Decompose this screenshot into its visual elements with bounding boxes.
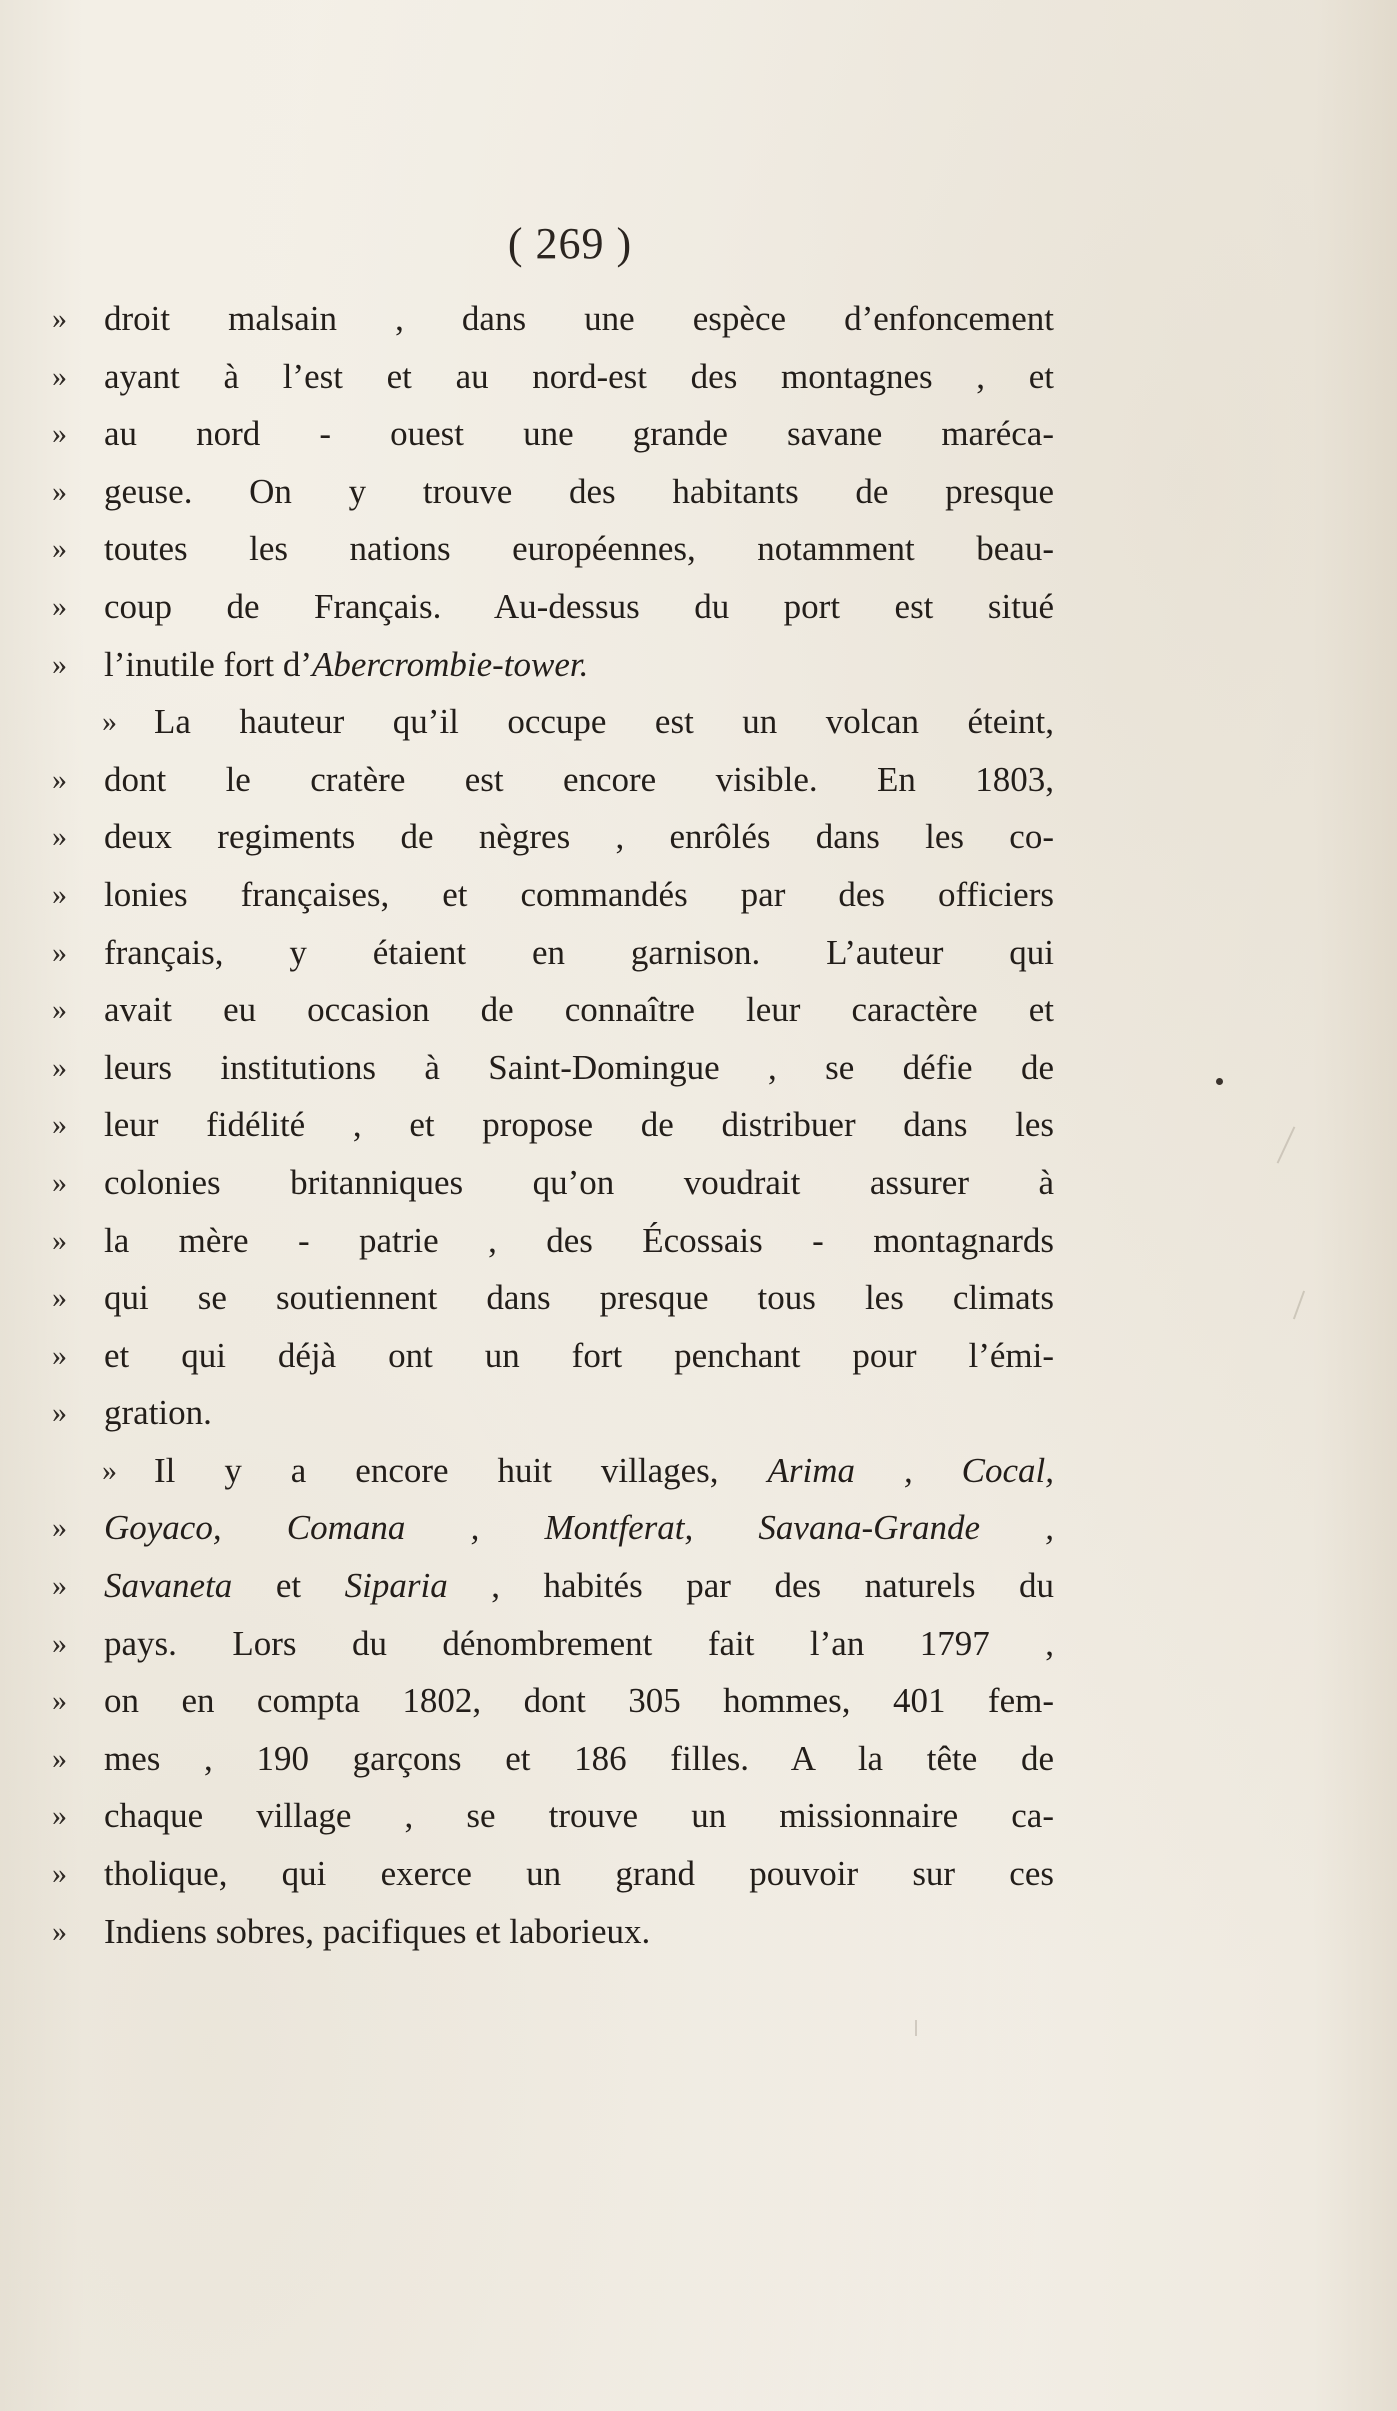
quote-mark: »: [52, 359, 67, 393]
body-text: [52, 290, 1055, 1960]
line-text: [104, 1039, 1054, 1097]
text-line: [52, 578, 1054, 636]
line-text: [104, 1212, 1054, 1270]
text-line: [52, 808, 1054, 866]
line-text: [104, 981, 1054, 1039]
plain-text: on en compta 1802, dont 305 hommes, 401 fem-: [104, 1681, 1054, 1721]
line-text: [104, 405, 1054, 463]
plain-text: gration.: [104, 1393, 212, 1433]
line-text: [104, 751, 1054, 809]
line-text: [104, 1096, 1054, 1154]
quote-mark: »: [52, 820, 67, 854]
quote-mark: »: [52, 1050, 67, 1084]
quote-mark: »: [52, 1684, 67, 1718]
page-number: ( 269 ): [507, 219, 633, 268]
line-text: [154, 693, 1054, 751]
paper-mark: [1293, 1291, 1305, 1320]
text-line: [52, 1442, 1055, 1500]
plain-text: deux regiments de nègres , enrôlés dans les co-: [104, 817, 1054, 857]
paper-mark: [915, 2020, 917, 2036]
line-text: [154, 1442, 1054, 1500]
text-line: [52, 290, 1054, 348]
italic-text: Abercrombie-tower.: [312, 644, 589, 684]
line-text: [104, 1903, 1054, 1961]
quote-mark: »: [52, 935, 67, 969]
plain-text: pays. Lors du dénombrement fait l’an 1797 ,: [104, 1623, 1054, 1663]
quote-mark: »: [52, 1569, 67, 1603]
plain-text: Il y a encore huit villages,: [154, 1450, 768, 1490]
quote-mark: »: [52, 993, 67, 1027]
plain-text: , habités par des naturels du: [447, 1566, 1054, 1606]
line-text: [104, 1557, 1054, 1615]
text-line: [52, 1096, 1054, 1154]
plain-text: La hauteur qu’il occupe est un volcan éteint,: [154, 702, 1054, 742]
plain-text: qui se soutiennent dans presque tous les climats: [104, 1278, 1054, 1318]
text-line: [52, 1327, 1054, 1385]
line-text: [104, 1384, 1054, 1442]
line-text: [104, 290, 1054, 348]
plain-text: la mère - patrie , des Écossais - montagnards: [104, 1220, 1054, 1260]
line-text: [104, 1327, 1054, 1385]
plain-text: leurs institutions à Saint-Domingue , se défie de: [104, 1047, 1054, 1087]
quote-mark: »: [52, 647, 67, 681]
text-line: [52, 1615, 1054, 1673]
quote-mark: »: [52, 762, 67, 796]
plain-text: au nord - ouest une grande savane maréca-: [104, 414, 1054, 454]
plain-text: lonies françaises, et commandés par des officiers: [104, 874, 1054, 914]
text-line: [52, 1903, 1012, 1961]
quote-mark: »: [102, 705, 117, 739]
plain-text: dont le cratère est encore visible. En 1803,: [104, 759, 1054, 799]
quote-mark: »: [52, 1281, 67, 1315]
text-line: [52, 981, 1054, 1039]
quote-mark: »: [52, 1511, 67, 1545]
text-line: [52, 751, 1054, 809]
text-line: [52, 636, 1012, 694]
text-line: [52, 1384, 1012, 1442]
ink-speck: [1216, 1078, 1223, 1085]
quote-mark: »: [52, 1857, 67, 1891]
plain-text: chaque village , se trouve un missionnaire ca-: [104, 1796, 1054, 1836]
quote-mark: »: [52, 1165, 67, 1199]
plain-text: français, y étaient en garnison. L’auteur qui: [104, 932, 1054, 972]
line-text: [104, 808, 1054, 866]
paper-mark: [1277, 1126, 1296, 1163]
italic-text: Siparia: [344, 1566, 448, 1606]
line-text: [104, 1615, 1054, 1673]
line-text: [104, 463, 1054, 521]
text-line: [52, 1730, 1054, 1788]
plain-text: geuse. On y trouve des habitants de presque: [104, 471, 1054, 511]
italic-text: Savaneta: [104, 1566, 233, 1606]
text-line: [52, 1557, 1054, 1615]
text-line: [52, 866, 1054, 924]
plain-text: ayant à l’est et au nord-est des montagnes , et: [104, 356, 1054, 396]
line-text: [104, 1730, 1054, 1788]
line-text: [104, 1787, 1054, 1845]
quote-mark: »: [52, 1626, 67, 1660]
quote-mark: »: [52, 1741, 67, 1775]
line-text: [104, 1672, 1054, 1730]
line-text: [104, 348, 1054, 406]
quote-mark: »: [52, 302, 67, 335]
text-line: [52, 348, 1054, 406]
plain-text: et qui déjà ont un fort penchant pour l’émi-: [104, 1335, 1054, 1375]
plain-text: l’inutile fort d’: [104, 644, 313, 684]
text-line: [52, 1672, 1054, 1730]
plain-text: coup de Français. Au-dessus du port est situé: [104, 586, 1054, 626]
line-text: [104, 1845, 1054, 1903]
quote-mark: »: [52, 1223, 67, 1257]
plain-text: leur fidélité , et propose de distribuer dans les: [104, 1105, 1054, 1145]
plain-text: colonies britanniques qu’on voudrait assurer à: [104, 1162, 1054, 1202]
line-text: [104, 636, 1054, 694]
italic-text: Arima , Cocal,: [767, 1450, 1055, 1490]
text-line: [52, 405, 1054, 463]
plain-text: toutes les nations européennes, notamment beau-: [104, 529, 1054, 569]
quote-mark: »: [52, 877, 67, 911]
line-text: [104, 866, 1054, 924]
quote-mark: »: [52, 532, 67, 566]
text-line: [52, 1154, 1054, 1212]
line-text: [104, 520, 1054, 578]
quote-mark: »: [52, 417, 67, 451]
text-line: [52, 1039, 1054, 1097]
line-text: [104, 1269, 1054, 1327]
quote-mark: »: [52, 1799, 67, 1833]
quote-mark: »: [52, 1396, 67, 1430]
text-line: [52, 1212, 1054, 1270]
quote-mark: »: [52, 474, 67, 508]
plain-text: mes , 190 garçons et 186 filles. A la tête de: [104, 1738, 1054, 1778]
line-text: [104, 1154, 1054, 1212]
line-text: [104, 924, 1054, 982]
plain-text: tholique, qui exerce un grand pouvoir sur ces: [104, 1854, 1054, 1894]
text-line: [52, 1269, 1054, 1327]
quote-mark: »: [52, 589, 67, 623]
quote-mark: »: [52, 1914, 67, 1948]
text-line: [52, 1845, 1054, 1903]
plain-text: et: [232, 1566, 345, 1606]
plain-text: Indiens sobres, pacifiques et laborieux.: [104, 1911, 651, 1951]
text-line: [52, 463, 1054, 521]
text-line: [52, 693, 1054, 751]
text-line: [52, 924, 1054, 982]
quote-mark: »: [52, 1338, 67, 1372]
line-text: [104, 578, 1054, 636]
quote-mark: »: [102, 1453, 117, 1487]
plain-text: droit malsain , dans une espèce d’enfoncement: [104, 299, 1054, 338]
text-line: [52, 1787, 1054, 1845]
text-line: [52, 520, 1054, 578]
line-text: [104, 1499, 1054, 1557]
italic-text: Goyaco, Comana , Montferat, Savana-Grande ,: [104, 1508, 1054, 1548]
text-line: [52, 1499, 1054, 1557]
plain-text: avait eu occasion de connaître leur caractère et: [104, 990, 1054, 1030]
quote-mark: »: [52, 1108, 67, 1142]
